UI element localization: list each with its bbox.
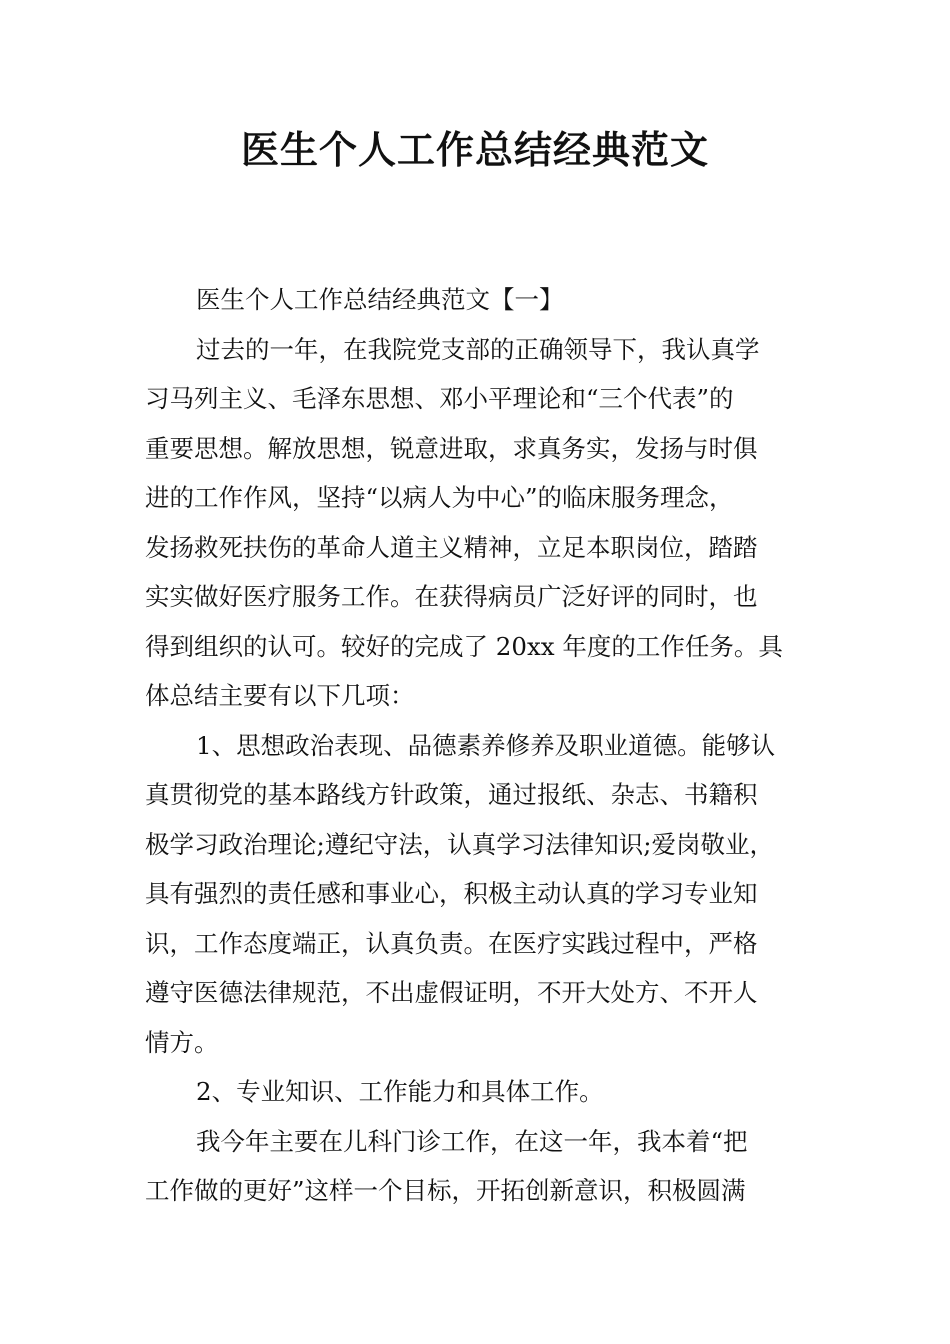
- document-title: 医生个人工作总结经典范文: [240, 128, 709, 172]
- paragraph-line: 习马列主义、毛泽东思想、邓小平理论和“三个代表”的: [145, 384, 734, 413]
- paragraph-line: 重要思想。解放思想，锐意进取，求真务实，发扬与时俱: [145, 433, 758, 463]
- section-heading: 医生个人工作总结经典范文【一】: [196, 285, 564, 314]
- paragraph-line: 2、专业知识、工作能力和具体工作。: [196, 1077, 604, 1106]
- paragraph-line: 工作做的更好”这样一个目标，开拓创新意识，积极圆满: [145, 1176, 746, 1205]
- paragraph-line: 得到组织的认可。较好的完成了 20xx 年度的工作任务。具: [145, 631, 783, 661]
- paragraph-line: 1、思想政治表现、品德素养修养及职业道德。能够认: [196, 730, 776, 760]
- document-body: [145, 275, 807, 1216]
- paragraph-line: 情方。: [145, 1027, 219, 1057]
- paragraph-line: 识，工作态度端正，认真负责。在医疗实践过程中，严格: [145, 928, 758, 958]
- paragraph-line: 体总结主要有以下几项：: [145, 681, 415, 710]
- paragraph-line: 真贯彻党的基本路线方针政策，通过报纸、杂志、书籍积: [145, 780, 758, 809]
- paragraph-line: 具有强烈的责任感和事业心，积极主动认真的学习专业知: [145, 879, 758, 908]
- paragraph-line: 极学习政治理论;遵纪守法，认真学习法律知识;爱岗敬业，: [145, 829, 775, 859]
- paragraph-line: 实实做好医疗服务工作。在获得病员广泛好评的同时，也: [145, 582, 758, 611]
- paragraph-line: 过去的一年，在我院党支部的正确领导下，我认真学: [196, 334, 760, 364]
- paragraph-line: 遵守医德法律规范，不出虚假证明，不开大处方、不开人: [145, 978, 758, 1007]
- paragraph-line: 进的工作作风，坚持“以病人为中心”的临床服务理念，: [145, 483, 734, 512]
- paragraph-line: 我今年主要在儿科门诊工作，在这一年，我本着“把: [196, 1126, 748, 1156]
- paragraph-line: 发扬救死扶伤的革命人道主义精神，立足本职岗位，踏踏: [145, 532, 758, 562]
